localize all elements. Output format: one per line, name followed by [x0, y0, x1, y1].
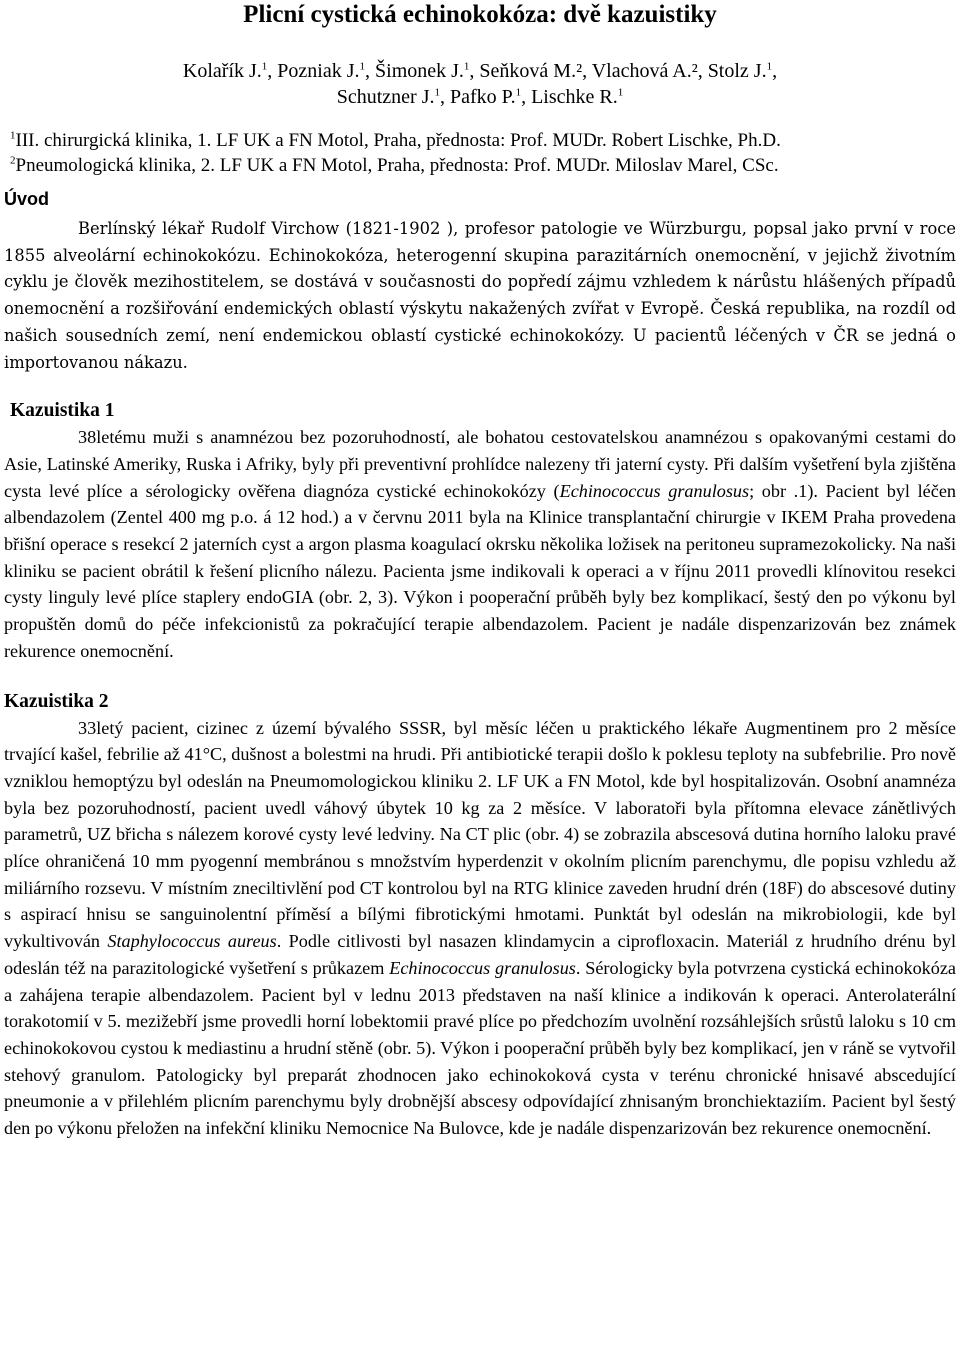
section-heading: Kazuistika 1 — [10, 400, 115, 422]
author: Vlachová A.², — [591, 60, 708, 82]
author: Kolařík J.$^1$, — [182, 60, 278, 82]
author: Schutzner J.$^1$, — [336, 86, 451, 108]
author-list — [4, 58, 956, 110]
affiliations — [10, 128, 956, 178]
document-title: Plicní cystická echinokokóza: dvě kazuistiky — [243, 1, 717, 28]
author: Seňková M.², — [479, 60, 592, 82]
section-case-1 — [4, 398, 956, 664]
author: Šimonek J.$^1$, — [375, 60, 480, 82]
section-paragraph: 38letému muži s anamnézou bez pozoruhodností, ale bohatou cestovatelskou anamnézou s opakovanými cestami do Asie, Latinské Ameriky, Ruska i Afriky, byly při preventivní prohlídce nalezeny tři jaterní cysty. Při dalším vyšetření byla zjištěna cysta levé plíce a sérologicky ověřena diagnóza cystické echinokokózy (Echinococcus granulosus; obr .1). Pacient byl léčen albendazolem (Zentel 400 mg p.o. á 12 hod.) a v červnu 2011 byla na Klinice transplantační chirurgie v IKEM Praha provedena břišní operace s resekcí 2 jaterních cyst a argon plasma koagulací okrsku několika ložisek na peritoneu supramezokolicky. Na naši kliniku se pacient obrátil k řešení plicního nálezu. Pacienta jsme indikovali k operaci a v říjnu 2011 provedli klínovitou resekci cysty linguly levé plíce staplery endoGIA (obr. 2, 3). Výkon i pooperační průběh byly bez komplikací, šestý den po výkonu byl propuštěn domů do péče infekcionistů za pokračující terapie albendazolem. Pacient je nadále dispenzarizován bez známek rekurence onemocnění. — [4, 427, 956, 661]
affiliation: $^1$III. chirurgická klinika, 1. LF UK a FN Motol, Praha, přednosta: Prof. MUDr. Robert Lischke, Ph.D. — [10, 129, 781, 151]
section-case-2 — [4, 689, 956, 1142]
section-heading: Úvod — [4, 189, 49, 209]
author: Pafko P.$^1$, — [450, 86, 532, 108]
affiliation: $^2$Pneumologická klinika, 2. LF UK a FN Motol, Praha, přednosta: Prof. MUDr. Miloslav Marel, CSc. — [10, 154, 779, 176]
author: Stolz J.$^1$, — [707, 60, 778, 82]
author: Lischke R.$^1$ — [531, 86, 624, 108]
section-heading: Kazuistika 2 — [4, 690, 109, 712]
section-paragraph: Berlínský lékař Rudolf Virchow (1821-1902 ), profesor patologie ve Würzburgu, popsal jako první v roce 1855 alveolární echinokokózu. Echinokokóza, heterogenní skupina parazitárních onemocnění, v jejichž životním cyklu je člověk mezihostitelem, se dostává v současnosti do popředí zájmu vzhledem k nárůstu hlášených případů onemocnění a rozšiřování endemických oblastí výskytu nakažených zvířat v Evropě. Česká republika, na rozdíl od našich sousedních zemí, není endemickou oblastí cystické echinokokózy. U pacientů léčených v ČR se jedná o importovanou nákazu. — [4, 219, 956, 372]
section-intro — [4, 186, 956, 376]
author: Pozniak J.$^1$, — [277, 60, 376, 82]
section-paragraph: 33letý pacient, cizinec z území bývalého SSSR, byl měsíc léčen u praktického lékaře Augmentinem pro 2 měsíce trvající kašel, febrilie až 41°C, dušnost a bolestmi na hrudi. Při antibiotické terapii došlo k poklesu teploty na subfebrilie. Pro nově vzniklou hemoptýzu byl odeslán na Pneumomologickou kliniku 2. LF UK a FN Motol, kde byl hospitalizován. Osobní anamnéza byla bez pozoruhodností, pacient uvedl váhový úbytek 10 kg za 2 měsíce. V laboratoři byla přítomna elevace zánětlivých parametrů, UZ břicha s nálezem korové cysty levé ledviny. Na CT plic (obr. 4) se zobrazila abscesová dutina horního laloku pravé plíce ohraničená 10 mm pyogenní membránou s množstvím hyperdenzit v okolním plicním parenchymu, dle popisu vzhledu až miliárního rozsevu. V místním zneciltivlění pod CT kontrolou byl na RTG klinice zaveden hrudní drén (18F) do abscesové dutiny s aspirací hnisu se sanguinolentní příměsí a bílými fibrotickými hmotami. Punktát byl odeslán na mikrobiologii, kde byl vykultivován Staphylococcus aureus. Podle citlivosti byl nasazen klindamycin a ciprofloxacin. Materiál z hrudního drénu byl odeslán též na parazitologické vyšetření s průkazem Echinococcus granulosus. Sérologicky byla potvrzena cystická echinokokóza a zahájena terapie albendazolem. Pacient byl v lednu 2013 představen na naší klinice a indikován k operaci. Anterolaterální torakotomií v 5. mezižebří jsme provedli horní lobektomii pravé plíce po předchozím uvolnění rozsáhlejších srůstů laloku s 10 cm echinokokovou cystou k mediastinu a hrudní stěně (obr. 5). Výkon i pooperační průběh byly bez komplikací, jen v ráně se vytvořil stehový granulom. Patologicky byl preparát zhodnocen jako echinokoková cysta v terénu chronické hnisavé abscedující pneumonie a v přilehlém plicním parenchymu byly drobnější abscesy odpovídající zhnisaným bronchiektaziím. Pacient byl šestý den po výkonu přeložen na infekční kliniku Nemocnice Na Bulovce, kde je nadále dispenzarizován bez rekurence onemocnění. — [4, 717, 957, 1139]
